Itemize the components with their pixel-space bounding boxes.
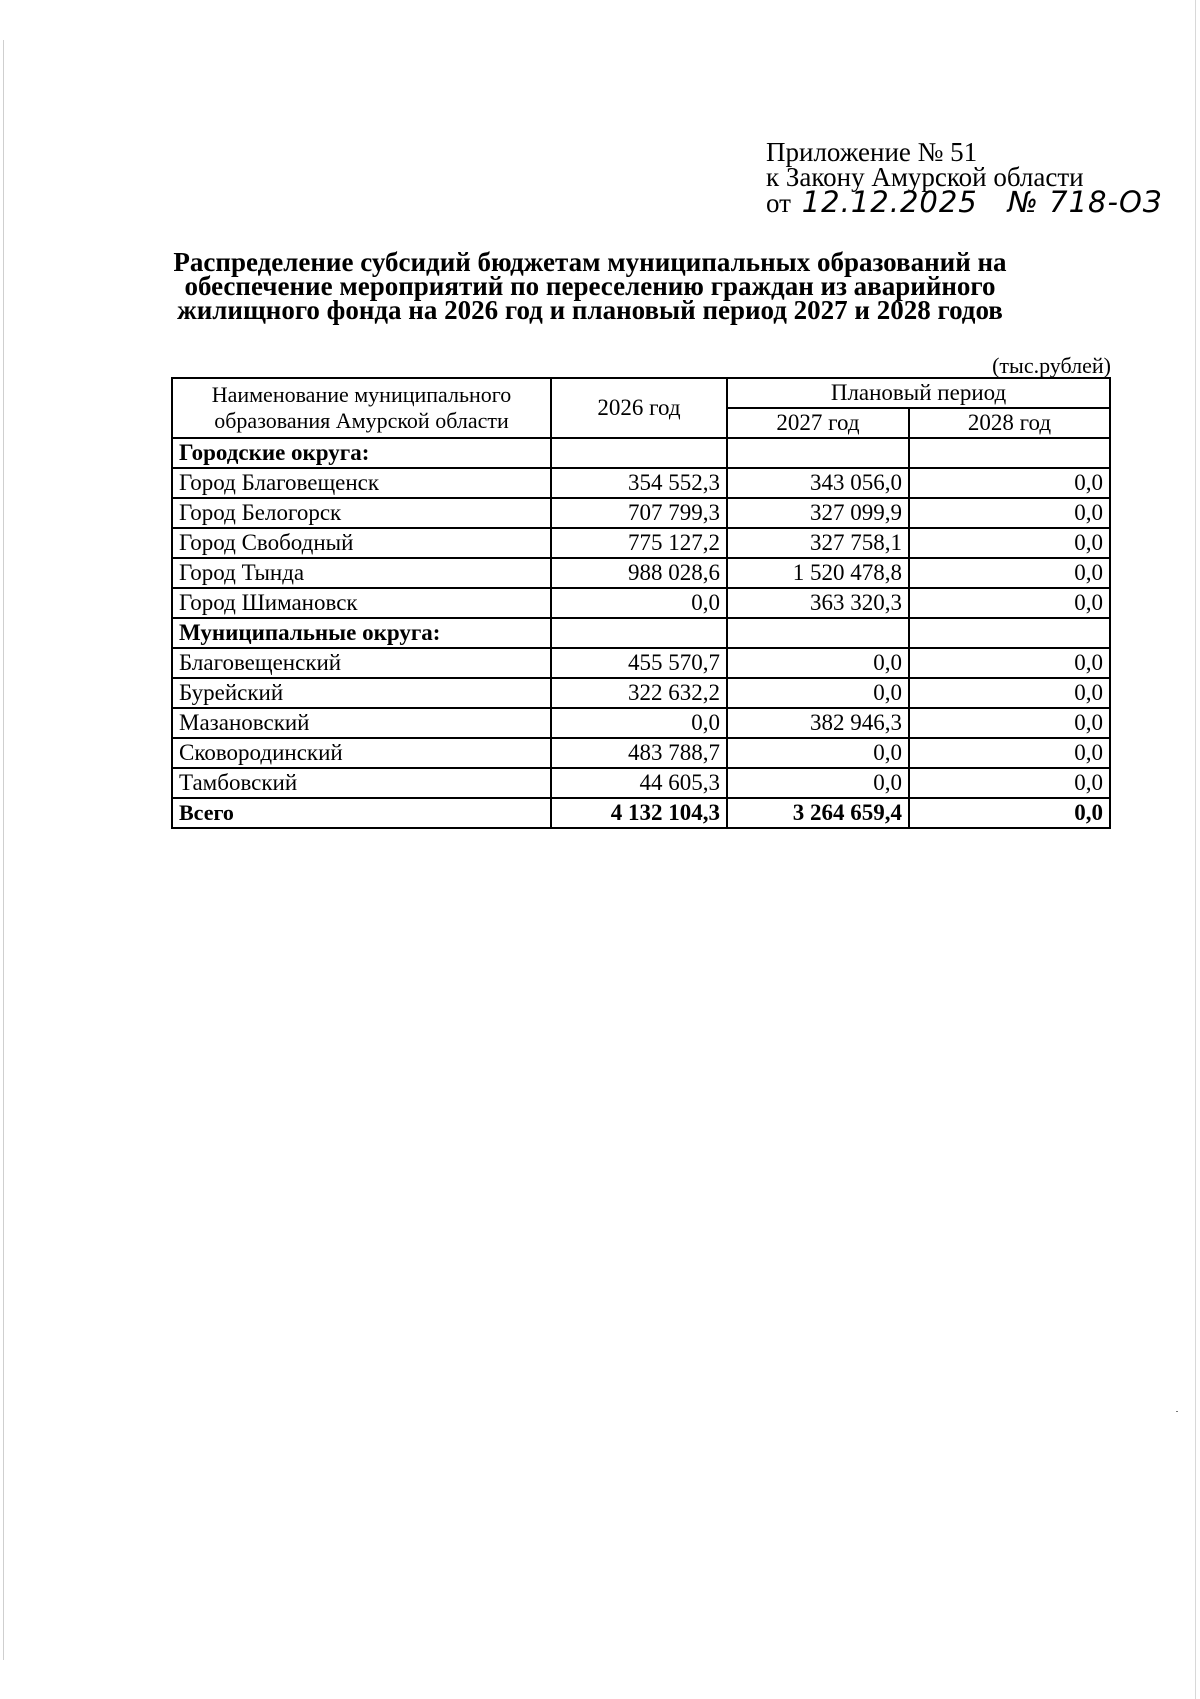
section-empty-cell [551,618,727,648]
title-line-1: Распределение субсидий бюджетам муниципальных образований на [173,247,1007,277]
scan-speck [1176,1411,1178,1412]
value-2028: 0,0 [909,588,1110,618]
value-2028: 0,0 [909,708,1110,738]
value-2028: 0,0 [909,738,1110,768]
section-empty-cell [909,618,1110,648]
section-label: Муниципальные округа: [172,618,551,648]
total-label: Всего [172,798,551,828]
municipality-name: Город Свободный [172,528,551,558]
appendix-date-line [766,185,1163,219]
handwritten-signature [802,185,1163,219]
header-2027: 2027 год [727,408,909,438]
table-row [172,558,1110,588]
title-line-2: обеспечение мероприятий по переселению граждан из аварийного [184,271,996,301]
value-2026: 44 605,3 [551,768,727,798]
table-row [172,708,1110,738]
value-2027: 363 320,3 [727,588,909,618]
value-2028: 0,0 [909,648,1110,678]
section-empty-cell [727,438,909,468]
table-header-row [172,378,1110,408]
section-label: Городские округа: [172,438,551,468]
total-2026: 4 132 104,3 [551,798,727,828]
municipality-name: Город Шимановск [172,588,551,618]
municipality-name: Город Белогорск [172,498,551,528]
value-2026: 455 570,7 [551,648,727,678]
header-name-line-2: образования Амурской области [214,408,509,433]
value-2027: 0,0 [727,648,909,678]
municipality-name: Город Тында [172,558,551,588]
value-2028: 0,0 [909,678,1110,708]
municipality-name: Мазановский [172,708,551,738]
total-2028: 0,0 [909,798,1110,828]
header-name [172,378,551,438]
section-empty-cell [551,438,727,468]
municipality-name: Благовещенский [172,648,551,678]
value-2027: 382 946,3 [727,708,909,738]
value-2027: 343 056,0 [727,468,909,498]
handwritten-number: № 718-ОЗ [1007,185,1163,219]
value-2026: 988 028,6 [551,558,727,588]
value-2026: 0,0 [551,708,727,738]
table-row [172,768,1110,798]
municipality-name: Город Благовещенск [172,468,551,498]
table-body [172,438,1110,828]
value-2026: 322 632,2 [551,678,727,708]
municipality-name: Сковородинский [172,738,551,768]
title-line-3: жилищного фонда на 2026 год и плановый период 2027 и 2028 годов [177,295,1003,325]
section-empty-cell [909,438,1110,468]
table-row [172,528,1110,558]
section-empty-cell [727,618,909,648]
header-2026: 2026 год [551,378,727,438]
section-row [172,438,1110,468]
value-2028: 0,0 [909,498,1110,528]
value-2027: 1 520 478,8 [727,558,909,588]
value-2026: 775 127,2 [551,528,727,558]
table-row [172,588,1110,618]
value-2026: 483 788,7 [551,738,727,768]
appendix-law: к Закону Амурской области [766,162,1084,192]
header-planned-period: Плановый период [727,378,1110,408]
table-row [172,738,1110,768]
value-2027: 327 099,9 [727,498,909,528]
subsidy-table [171,377,1111,829]
total-row [172,798,1110,828]
value-2026: 354 552,3 [551,468,727,498]
municipality-name: Тамбовский [172,768,551,798]
table-row [172,648,1110,678]
appendix-header [766,137,1163,219]
section-row [172,618,1110,648]
value-2028: 0,0 [909,468,1110,498]
table-row [172,468,1110,498]
header-2028: 2028 год [909,408,1110,438]
value-2027: 327 758,1 [727,528,909,558]
scan-edge-left [3,40,4,1660]
document-title [140,247,1040,325]
table-row [172,678,1110,708]
total-2027: 3 264 659,4 [727,798,909,828]
value-2028: 0,0 [909,528,1110,558]
appendix-number: Приложение № 51 [766,137,978,167]
handwritten-date: 12.12.2025 [801,185,978,219]
units-label: (тыс.рублей) [992,353,1111,378]
value-2026: 707 799,3 [551,498,727,528]
value-2027: 0,0 [727,768,909,798]
value-2027: 0,0 [727,678,909,708]
scan-edge-right [1195,0,1196,1699]
appendix-from-prefix: от [766,188,791,218]
value-2028: 0,0 [909,558,1110,588]
header-name-line-1: Наименование муниципального [211,382,512,407]
value-2028: 0,0 [909,768,1110,798]
municipality-name: Бурейский [172,678,551,708]
table-row [172,498,1110,528]
value-2027: 0,0 [727,738,909,768]
value-2026: 0,0 [551,588,727,618]
